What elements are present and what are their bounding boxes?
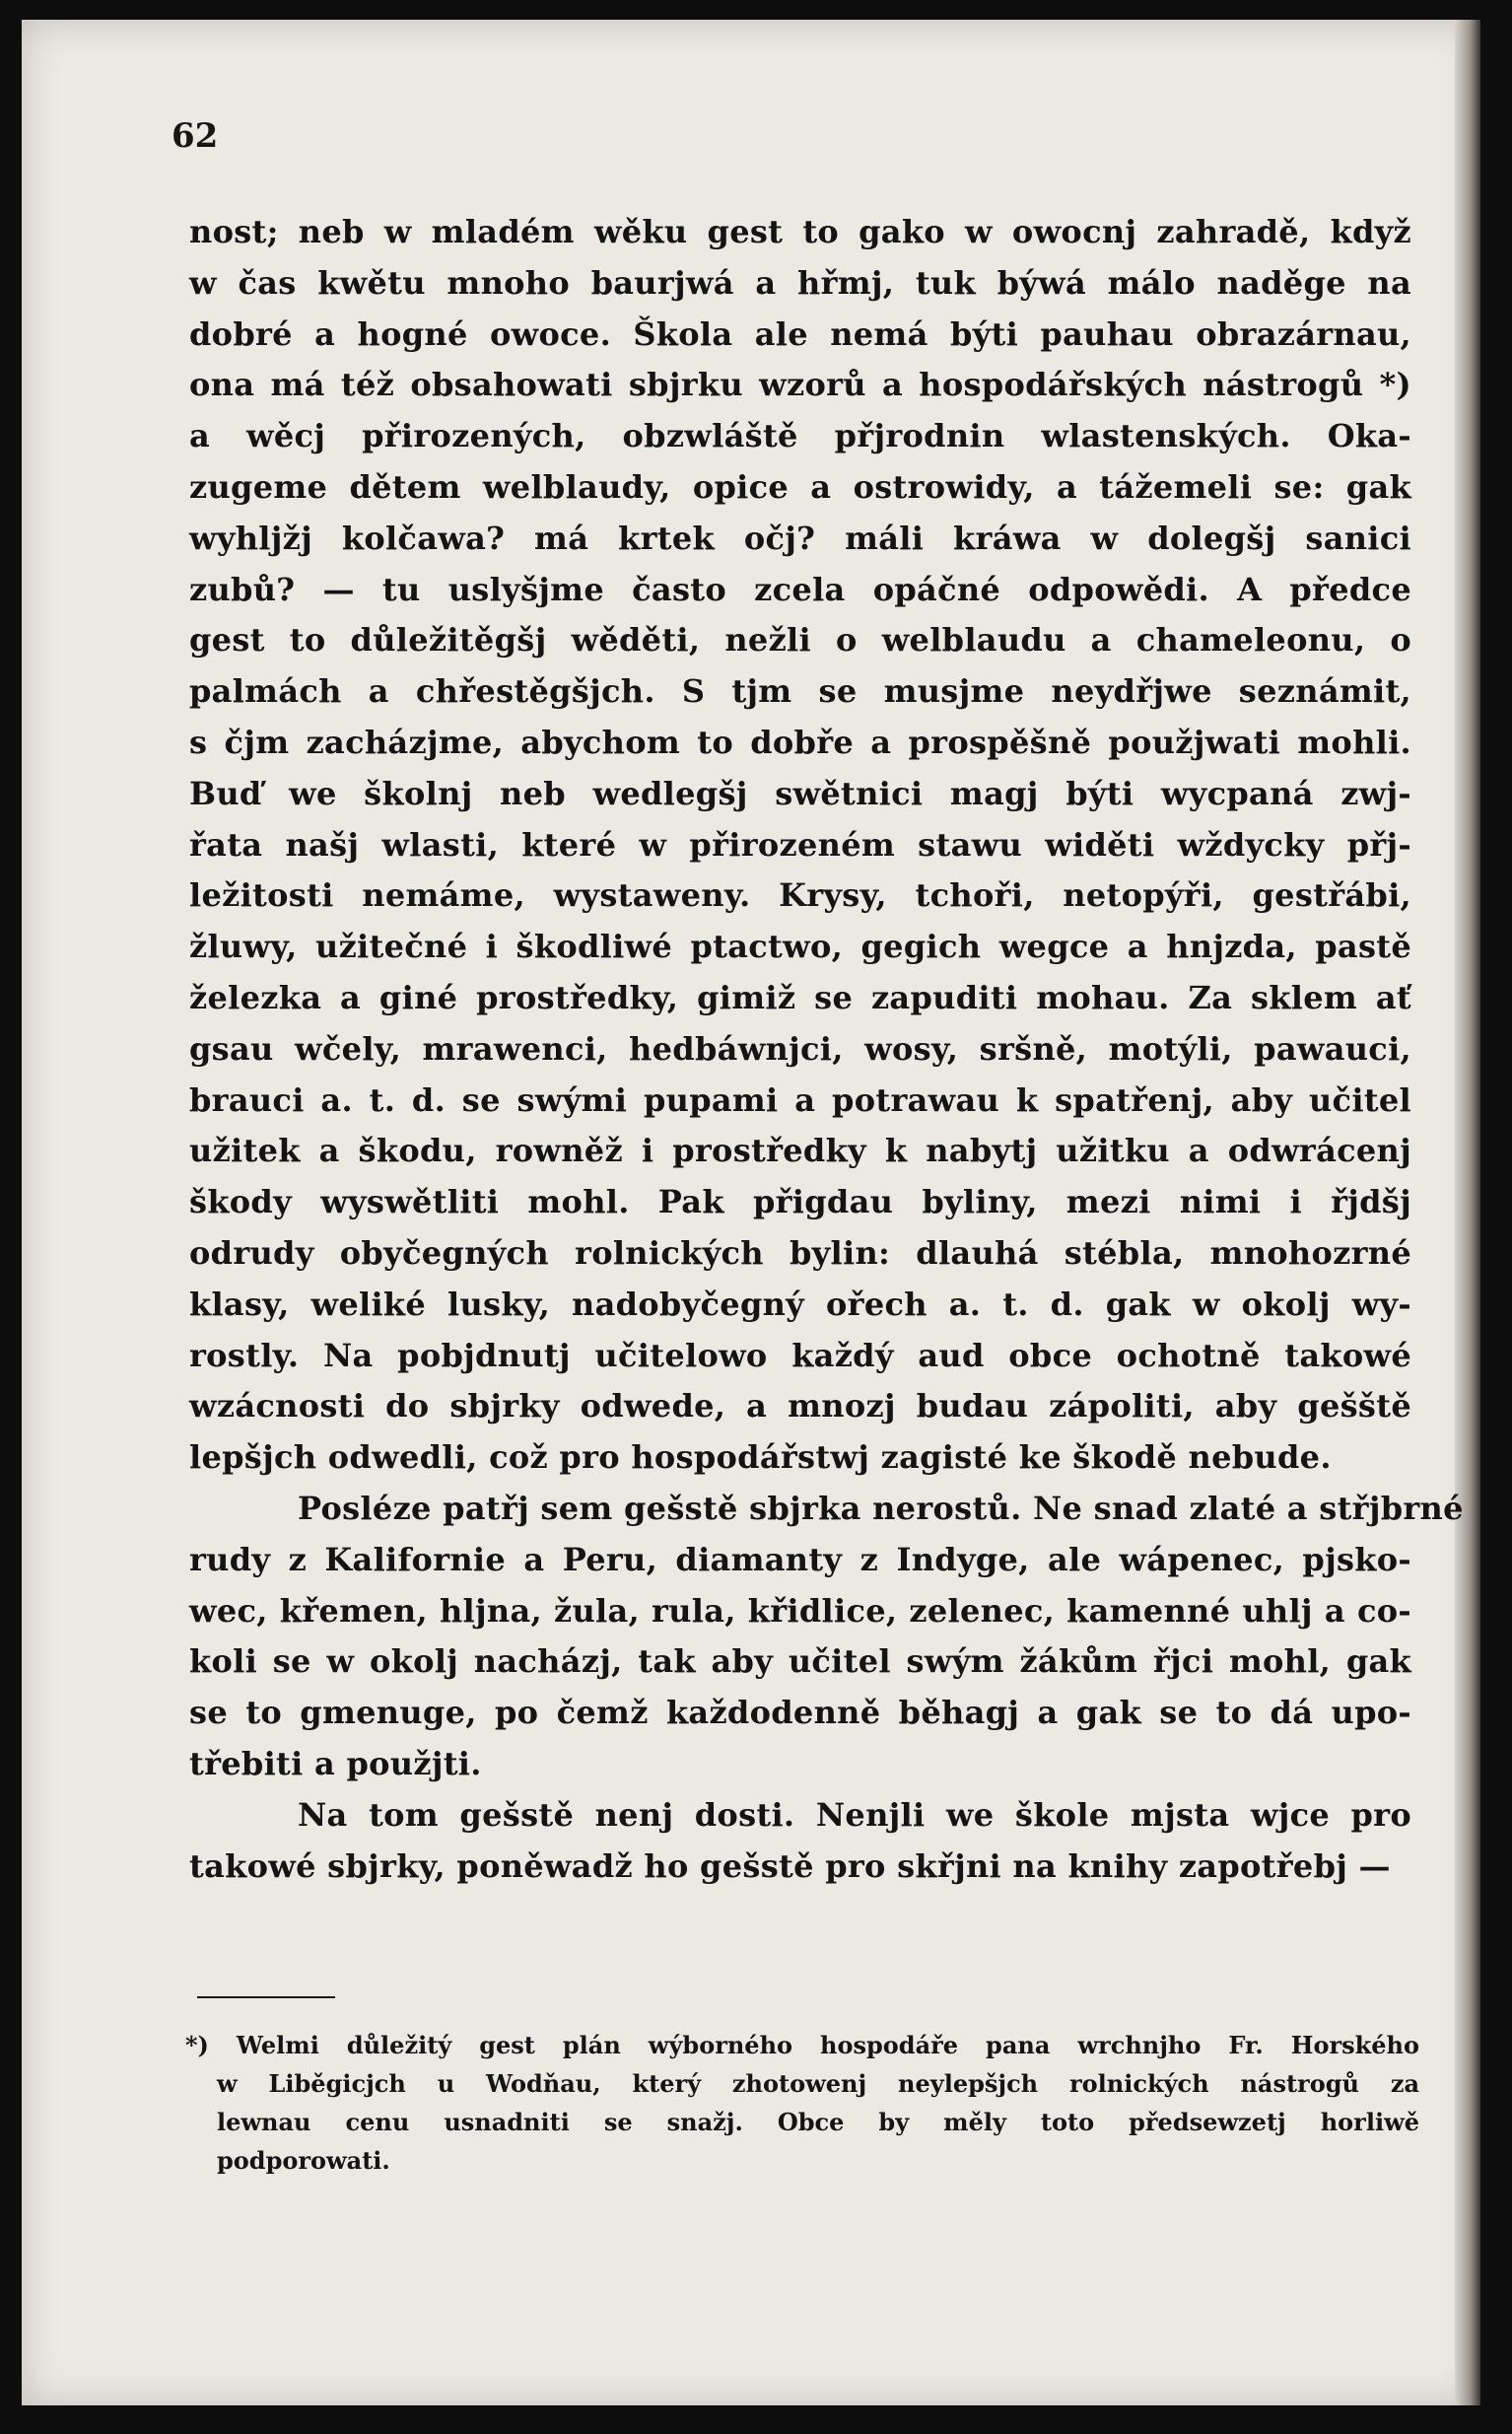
text-line: w čas kwětu mnoho baurjwá a hřmj, tuk býwá málo naděge na <box>189 263 1411 302</box>
text-line: odrudy obyčegných rolnických bylin: dlauhá stébla, mnohozrné <box>189 1233 1411 1272</box>
text-line: Buď we školnj neb wedlegšj swětnici magj býti wycpaná zwj- <box>189 774 1411 812</box>
text-line: Na tom gešstě nenj dosti. Nenjli we škole mjsta wjce pro <box>298 1795 1411 1834</box>
text-line: palmách a chřestěgšjch. S tjm se musjme neydřjwe seznámit, <box>189 672 1411 711</box>
page-edge-shadow <box>1455 20 1480 2405</box>
text-line: se to gmenuge, po čemž každodenně běhagj a gak se to dá upo- <box>189 1694 1411 1732</box>
footnote-line: *) Welmi důležitý gest plán wýborného hospodáře pana wrchnjho Fr. Horského <box>185 2031 1419 2059</box>
text-line: užitek a škodu, rowněž i prostředky k nabytj užitku a odwrácenj <box>189 1132 1411 1170</box>
text-line: a wěcj přirozených, obzwláště přjrodnin wlastenských. Oka- <box>189 417 1411 455</box>
text-line: wyhljžj kolčawa? má krtek očj? máli kráwa w dolegšj sanici <box>189 519 1411 557</box>
text-line: rostly. Na pobjdnutj učitelowo každý aud obce ochotně takowé <box>189 1336 1411 1374</box>
text-line: třebiti a použjti. <box>189 1744 482 1782</box>
book-page <box>22 20 1480 2405</box>
text-line: rudy z Kalifornie a Peru, diamanty z Indyge, ale wápenec, pjsko- <box>189 1540 1411 1578</box>
footnote-line: w Liběgicjch u Wodňau, který zhotowenj neylepšjch rolnických nástrogů za <box>217 2069 1419 2098</box>
text-line: s čjm zacházjme, abychom to dobře a prospěšně použjwati mohli. <box>189 723 1411 761</box>
text-line: takowé sbjrky, poněwadž ho gešstě pro skřjni na knihy zapotřebj — <box>189 1846 1391 1885</box>
text-line: zugeme dětem welblaudy, opice a ostrowidy, a tážemeli se: gak <box>189 467 1411 506</box>
text-line: gest to důležitěgšj wěděti, nežli o welblaudu a chameleonu, o <box>189 621 1411 660</box>
text-line: lepšjch odwedli, což pro hospodářstwj zagisté ke škodě nebude. <box>189 1438 1332 1477</box>
text-line: Posléze patřj sem gešstě sbjrka nerostů. Ne snad zlaté a střjbrné <box>298 1489 1464 1527</box>
text-line: žluwy, užitečné i škodliwé ptactwo, gegich wegce a hnjzda, pastě <box>189 928 1411 966</box>
text-line: wec, křemen, hljna, žula, rula, křidlice, zelenec, kamenné uhlj a co- <box>189 1591 1411 1630</box>
footnote <box>185 2026 1419 2180</box>
text-line: klasy, weliké lusky, nadobyčegný ořech a. t. d. gak w okolj wy- <box>189 1285 1411 1323</box>
footnote-divider <box>197 1996 335 1998</box>
page-number: 62 <box>172 116 219 156</box>
text-line: koli se w okolj nacházj, tak aby učitel swým žákům řjci mohl, gak <box>189 1642 1411 1681</box>
text-line: železka a giné prostředky, gimiž se zapuditi mohau. Za sklem ať <box>189 978 1411 1016</box>
text-line: wzácnosti do sbjrky odwede, a mnozj budau zápoliti, aby gešště <box>189 1387 1411 1426</box>
footnote-line: lewnau cenu usnadniti se snažj. Obce by měly toto předsewzetj horliwě <box>217 2108 1419 2136</box>
text-line: brauci a. t. d. se swými pupami a potrawau k spatřenj, aby učitel <box>189 1080 1411 1119</box>
text-line: nost; neb w mladém wěku gest to gako w owocnj zahradě, když <box>189 213 1411 250</box>
text-line: zubů? — tu uslyšjme často zcela opáčné odpowědi. A předce <box>189 570 1411 608</box>
text-line: gsau wčely, mrawenci, hedbáwnjci, wosy, sršně, motýli, pawauci, <box>189 1029 1411 1068</box>
text-line: škody wyswětliti mohl. Pak přigdau byliny, mezi nimi i řjdšj <box>189 1183 1411 1221</box>
text-line: dobré a hogné owoce. Škola ale nemá býti pauhau obrazárnau, <box>189 314 1411 353</box>
body-text <box>189 207 1464 1892</box>
text-line: řata našj wlasti, které w přirozeném stawu widěti wždycky přj- <box>189 825 1411 864</box>
text-line: ležitosti nemáme, wystaweny. Krysy, tchoři, netopýři, gestřábi, <box>189 876 1411 915</box>
text-line: ona má též obsahowati sbjrku wzorů a hospodářských nástrogů *) <box>189 366 1411 404</box>
footnote-line: podporowati. <box>217 2146 390 2175</box>
